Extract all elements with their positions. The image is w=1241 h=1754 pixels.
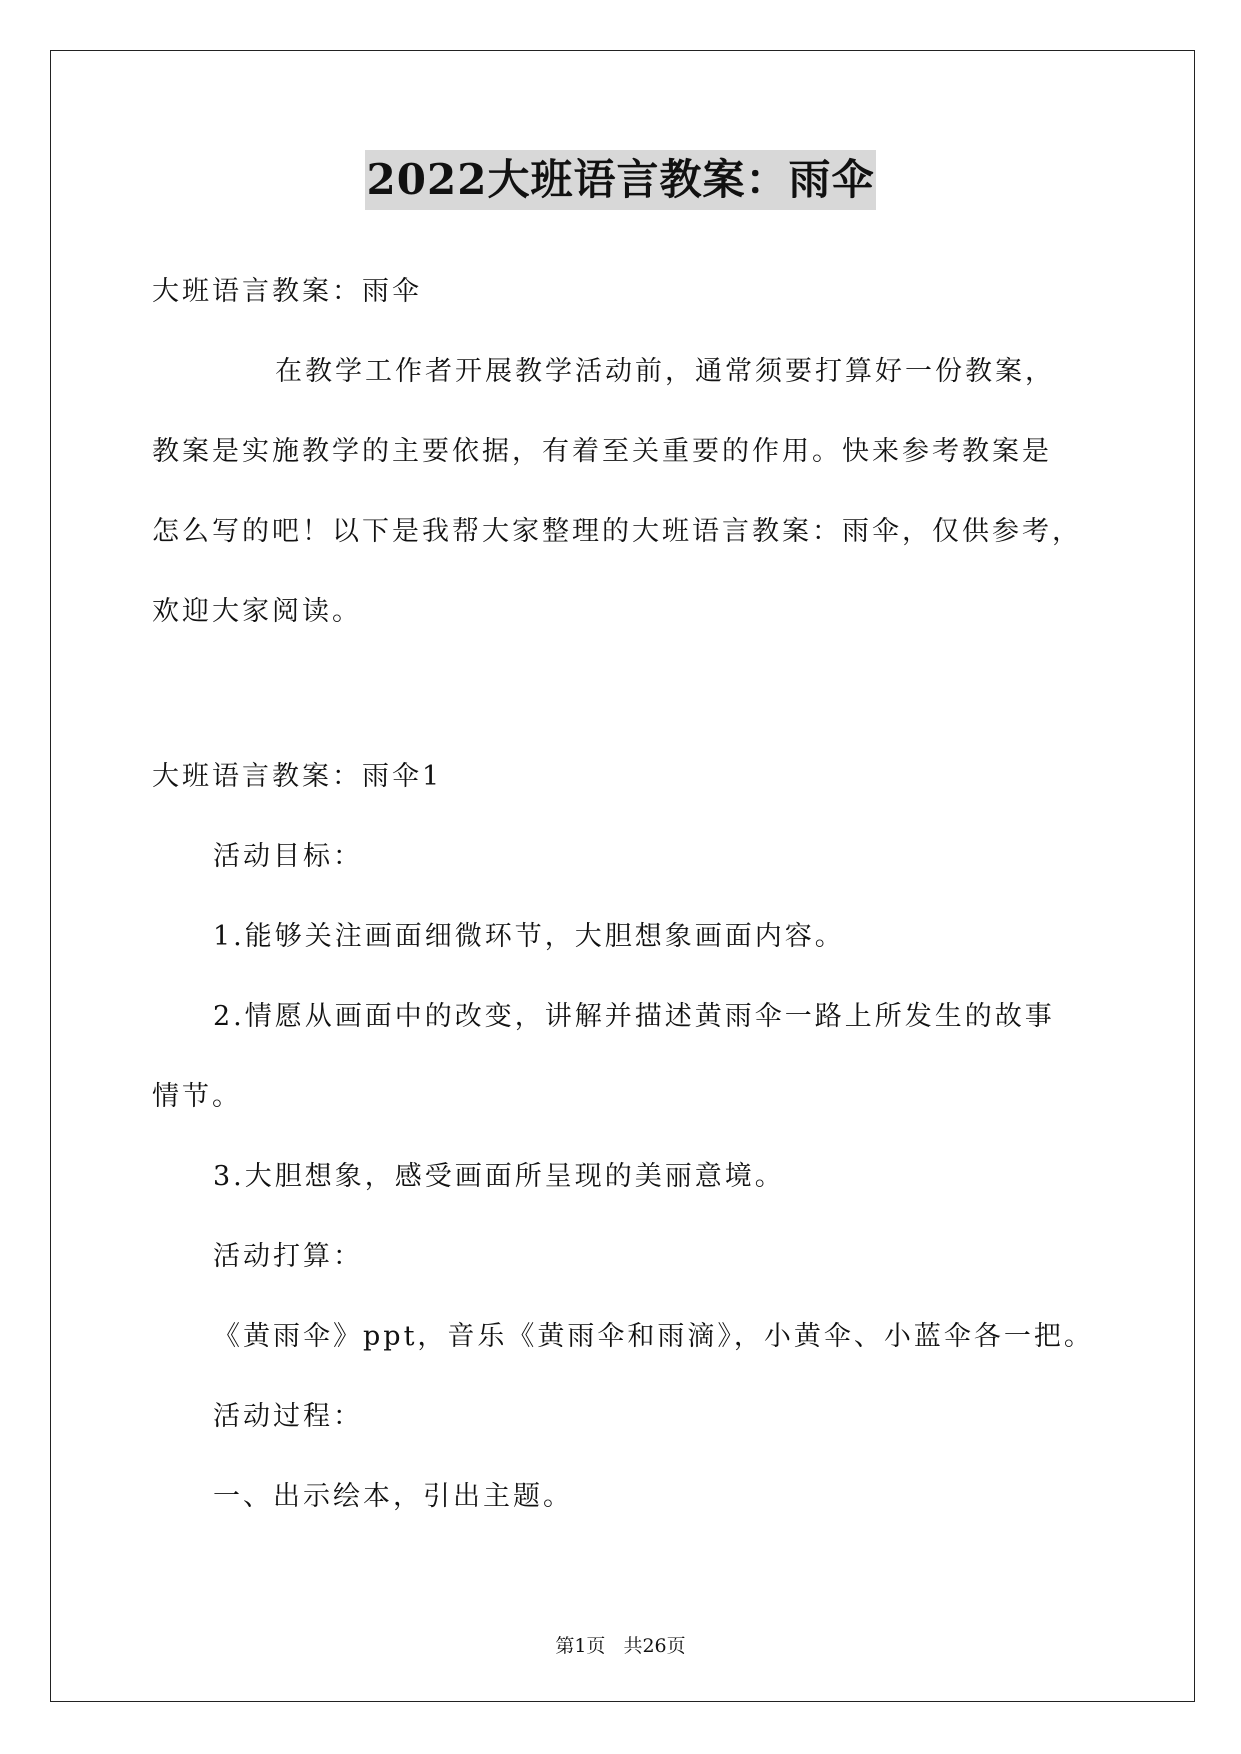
- prep-content: 《黄雨伞》ppt，音乐《黄雨伞和雨滴》，小黄伞、小蓝伞各一把。: [213, 1321, 1094, 1352]
- process-step-1: 一、出示绘本，引出主题。: [213, 1481, 573, 1512]
- title-container: [0, 150, 1241, 210]
- subtitle: 大班语言教案：雨伞: [152, 276, 422, 307]
- goals-heading: 活动目标：: [213, 841, 363, 872]
- section-heading: 大班语言教案：雨伞1: [152, 761, 443, 792]
- goal-2-line-1: 2.情愿从画面中的改变，讲解并描述黄雨伞一路上所发生的故事: [213, 1001, 1055, 1032]
- goal-1: 1.能够关注画面细微环节，大胆想象画面内容。: [213, 921, 845, 952]
- page-number: 第1页: [555, 1635, 606, 1657]
- process-heading: 活动过程：: [213, 1401, 363, 1432]
- page-total: 共26页: [623, 1635, 686, 1657]
- intro-line-2: 教案是实施教学的主要依据，有着至关重要的作用。快来参考教案是: [152, 436, 1052, 467]
- goal-2-line-2: 情节。: [152, 1081, 242, 1112]
- intro-line-1: 在教学工作者开展教学活动前，通常须要打算好一份教案，: [275, 356, 1055, 387]
- intro-line-4: 欢迎大家阅读。: [152, 596, 362, 627]
- goal-3: 3.大胆想象，感受画面所呈现的美丽意境。: [213, 1161, 785, 1192]
- intro-line-3: 怎么写的吧！以下是我帮大家整理的大班语言教案：雨伞，仅供参考，: [152, 516, 1082, 547]
- document-title: 2022大班语言教案：雨伞: [365, 150, 877, 210]
- page-footer: [0, 1632, 1241, 1660]
- prep-heading: 活动打算：: [213, 1241, 363, 1272]
